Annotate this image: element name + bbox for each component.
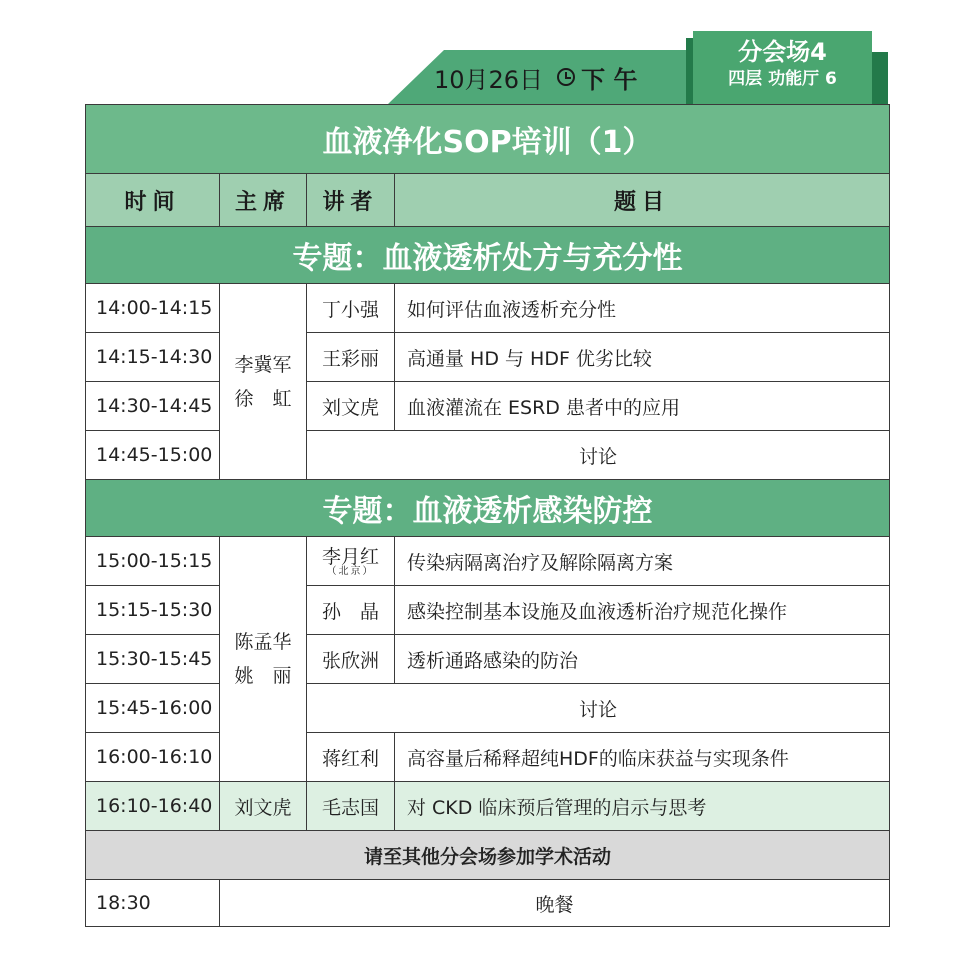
- dinner-label: 晚餐: [220, 880, 890, 927]
- topic-cell: 如何评估血液透析充分性: [395, 284, 890, 333]
- schedule-table: [85, 104, 890, 927]
- topic-cell: 透析通路感染的防治: [395, 635, 890, 684]
- session-time: [557, 60, 637, 95]
- page-title: 血液净化SOP培训（1）: [86, 105, 890, 174]
- table-row: [86, 635, 890, 684]
- topic-cell: 感染控制基本设施及血液透析治疗规范化操作: [395, 586, 890, 635]
- time-cell: 16:10-16:40: [86, 782, 220, 831]
- time-cell: 14:15-14:30: [86, 333, 220, 382]
- venue-location: 四层 功能厅 6: [728, 69, 837, 89]
- table-row: [86, 684, 890, 733]
- time-cell: 16:00-16:10: [86, 733, 220, 782]
- column-header-chair: 主席: [220, 174, 307, 227]
- speaker-name: 李月红: [321, 546, 379, 568]
- table-row: [86, 586, 890, 635]
- speaker-cell: 毛志国: [307, 782, 395, 831]
- chair-cell: 刘文虎: [220, 782, 307, 831]
- time-cell: 15:00-15:15: [86, 537, 220, 586]
- date-tab: [434, 52, 637, 102]
- time-cell: 14:30-14:45: [86, 382, 220, 431]
- venue-tab: [693, 31, 872, 104]
- header-row: [86, 174, 890, 227]
- speaker-cell: 张欣洲: [307, 635, 395, 684]
- notice-text: 请至其他分会场参加学术活动: [86, 831, 890, 880]
- tab-edge: [872, 52, 888, 104]
- table-row: [86, 284, 890, 333]
- topic-cell: 高容量后稀释超纯HDF的临床获益与实现条件: [395, 733, 890, 782]
- time-cell: 18:30: [86, 880, 220, 927]
- topic-title-2: 专题：血液透析感染防控: [86, 480, 890, 537]
- topic-cell: 传染病隔离治疗及解除隔离方案: [395, 537, 890, 586]
- column-header-topic: 题目: [395, 174, 890, 227]
- topic-cell: 血液灌流在 ESRD 患者中的应用: [395, 382, 890, 431]
- time-cell: 15:15-15:30: [86, 586, 220, 635]
- session-date: 10月26日: [434, 65, 544, 94]
- time-cell: 15:30-15:45: [86, 635, 220, 684]
- speaker-cell: 孙 晶: [307, 586, 395, 635]
- speaker-cell: 蒋红利: [307, 733, 395, 782]
- speaker-cell: [307, 537, 395, 586]
- highlight-row: [86, 782, 890, 831]
- chair-cell: [220, 284, 307, 480]
- title-row: [86, 105, 890, 174]
- column-header-speaker: 讲者: [307, 174, 395, 227]
- speaker-cell: 刘文虎: [307, 382, 395, 431]
- speaker-cell: 丁小强: [307, 284, 395, 333]
- table-row: [86, 333, 890, 382]
- dinner-row: [86, 880, 890, 927]
- notice-row: [86, 831, 890, 880]
- speaker-cell: 王彩丽: [307, 333, 395, 382]
- table-row: [86, 733, 890, 782]
- topic-row: [86, 480, 890, 537]
- table-row: [86, 431, 890, 480]
- chair-name: 陈孟华: [234, 631, 292, 653]
- topic-title-1: 专题：血液透析处方与充分性: [86, 227, 890, 284]
- venue-name: 分会场4: [738, 38, 827, 66]
- chair-cell: [220, 537, 307, 782]
- discussion-cell: 讨论: [307, 431, 890, 480]
- discussion-cell: 讨论: [307, 684, 890, 733]
- chair-name: 姚 丽: [234, 665, 292, 687]
- clock-icon: [557, 68, 575, 86]
- time-cell: 14:00-14:15: [86, 284, 220, 333]
- topic-row: [86, 227, 890, 284]
- topic-cell: 高通量 HD 与 HDF 优劣比较: [395, 333, 890, 382]
- table-row: [86, 537, 890, 586]
- time-label: 下 午: [581, 65, 638, 94]
- table-row: [86, 382, 890, 431]
- time-cell: 14:45-15:00: [86, 431, 220, 480]
- time-cell: 15:45-16:00: [86, 684, 220, 733]
- chair-name: 李冀军: [234, 353, 292, 376]
- topic-cell: 对 CKD 临床预后管理的启示与思考: [395, 782, 890, 831]
- chair-name: 徐 虹: [234, 387, 292, 410]
- speaker-affiliation: （北京）: [326, 566, 375, 577]
- column-header-time: 时间: [86, 174, 220, 227]
